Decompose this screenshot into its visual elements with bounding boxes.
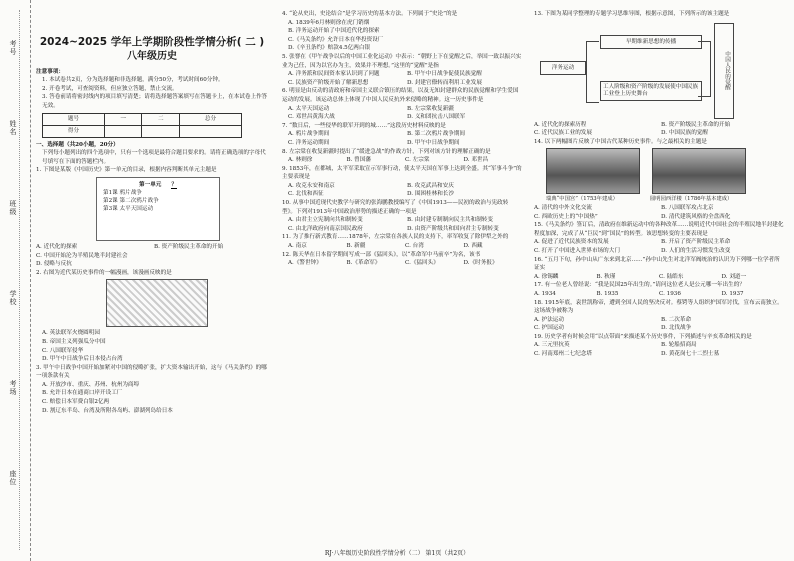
diagram-top-box: 早期维新思想的传播 — [600, 35, 702, 50]
binding-label: 姓名 — [9, 120, 17, 136]
option[interactable]: D. 义和团抗击八国联军 — [407, 114, 466, 121]
option[interactable]: C.《马关条约》允许日本在华投资设厂 — [288, 36, 384, 43]
option[interactable]: B. 轮船招商局 — [661, 342, 697, 349]
option[interactable]: C. 近代民族工业的发展 — [534, 130, 592, 137]
diagram-connector — [698, 41, 711, 97]
q9-options — [282, 182, 522, 199]
binding-label: 座位 — [9, 470, 17, 486]
question-8: 8. 左宗棠在收复新疆时提出了“缓进急战”的作战方针，下列对该方针的理解正确的是 — [282, 148, 491, 155]
option[interactable]: C. 左宗棠 — [405, 157, 430, 164]
question-14: 14. 以下两幅图片反映了中国古代某种历史事件。与之最相关的主题是 — [534, 138, 707, 145]
book-unit-title: ？ — [171, 181, 177, 188]
question-1: 1. 下图是某版《中国历史》第一单元的目录，根据内容判断其单元主题是 — [36, 167, 217, 174]
photo-caption: 瑞典“中国宫”（1753年建成） — [546, 196, 618, 203]
option[interactable]: A. 由君主立宪制向共和制转变 — [288, 217, 363, 224]
book-lesson: 第3课 太平天国运动 — [103, 205, 154, 212]
question-11: 11. 为了推行新式教育……1878年，左宗棠在各族人民的支持下，率军收复了除伊犁之外的 — [282, 234, 509, 241]
option[interactable]: B. 二次革命 — [661, 316, 692, 323]
swedish-palace-photo — [546, 148, 640, 194]
option[interactable]: C. 陆皓东 — [659, 273, 684, 280]
option[interactable]: D.《时务报》 — [463, 260, 498, 267]
option[interactable]: D. 西藏 — [463, 243, 483, 250]
option[interactable]: D. 清代建筑风格的全盘西化 — [661, 213, 731, 220]
section-intro: 下列每小题列出的四个选项中，只有一个选项是最符合题目要求的。请将正确选项的字母代号填写在下面的答题栏内。 — [42, 150, 266, 165]
binding-label: 班级 — [9, 200, 17, 216]
option[interactable]: B. 甲午中日战争促使民族觉醒 — [407, 71, 482, 78]
option[interactable]: A. 1839年6月林则徐在虎门销烟 — [288, 19, 370, 26]
section-heading: 一、选择题（共20小题，20分） — [36, 141, 119, 148]
option[interactable]: C. 护国运动 — [534, 325, 565, 332]
notes-heading: 注意事项： — [36, 68, 64, 75]
option[interactable]: A. 鸦片战争期间 — [288, 131, 330, 138]
option[interactable]: D. 中国民族的觉醒 — [661, 130, 708, 137]
question-4: 4. “论从史出，史论结合”是学习历史的基本方法。下列属于“史论”的是 — [282, 11, 458, 17]
diagram-left-box: 洋务运动 — [540, 61, 586, 76]
score-cell: 得分 — [43, 125, 105, 137]
option[interactable]: A. 太平天国运动 — [288, 105, 330, 112]
q16-options — [534, 273, 784, 282]
option[interactable]: A. 护法运动 — [534, 316, 564, 323]
score-cell: 题号 — [43, 113, 105, 125]
q13-options — [534, 121, 784, 138]
photo-captions — [546, 195, 784, 204]
option[interactable]: A. 促进了近代民族资本的发展 — [534, 239, 609, 246]
option[interactable]: B. 帝国主义列强瓜分中国 — [42, 338, 106, 345]
page-footer: RJ·八年级历史阶段性学情分析（二） 第1页（共2页） — [324, 550, 470, 557]
option[interactable]: A. 南京 — [288, 243, 307, 250]
option[interactable]: B.《革命军》 — [346, 260, 381, 267]
score-cell: 总分 — [180, 113, 242, 125]
q1-options — [36, 243, 268, 269]
q15-options — [534, 238, 784, 255]
score-cell: 二 — [142, 113, 180, 125]
option[interactable]: B. 开启了资产阶级民主革命 — [661, 239, 731, 246]
option[interactable]: C. 赔偿日本军费白银2亿两 — [42, 399, 110, 406]
q10-options — [282, 216, 522, 233]
question-19: 19. 历史学者有时候会用“以点带面”来描述某个历史事件，下列描述与辛亥革命相关的是 — [534, 333, 752, 340]
option[interactable]: C. 民族资产阶级开始了解新思想 — [288, 79, 369, 86]
option[interactable]: B. 允许日本在通商口岸开设工厂 — [42, 390, 123, 397]
q5-options — [282, 70, 522, 87]
option[interactable]: A. 近代化的探索历程 — [534, 121, 587, 128]
option[interactable]: B. 左宗棠收复新疆 — [407, 105, 454, 112]
yuanmingyuan-photo — [652, 148, 746, 194]
option[interactable]: A. 林则徐 — [288, 157, 313, 164]
option[interactable]: A.《警世钟》 — [288, 260, 322, 267]
score-cell[interactable] — [180, 125, 242, 137]
mind-map-diagram — [534, 21, 784, 119]
q7-options — [282, 130, 522, 147]
q18-options — [534, 316, 784, 333]
option[interactable]: D. 甲午中日战争后日本侵占台湾 — [42, 356, 123, 363]
q17-options — [534, 290, 784, 299]
question-12: 12. 陈天华在日本留学期间写成一部《猛回头》，以“革命军中马前卒”为名，该书 — [282, 251, 481, 258]
option[interactable]: B. 秋瑾 — [596, 273, 616, 280]
diagram-connector — [586, 41, 599, 103]
column-2 — [282, 10, 522, 268]
binding-label: 考号 — [9, 40, 17, 56]
column-1 — [36, 10, 268, 415]
question-2: 2. 右图为近代某历史事件的一幅漫画，该漫画反映的是 — [36, 269, 172, 276]
photo-caption: 圆明园西洋楼（1786年基本建成） — [650, 196, 733, 203]
score-cell: 一 — [104, 113, 142, 125]
note-item: 1. 本试卷共2页，分为选择题和非选择题，满分50分，考试时间60分钟。 — [42, 77, 224, 84]
question-6: 6. 明显是由反动的清政府和帝国主义联合镇压的结果，以及无知封建群众的民族觉醒和学生爱国运动的发展。该运动总体上体现了中国人民反抗外来侵略的精神。这一历史事件是 — [282, 88, 519, 103]
option[interactable]: A. 1934 — [534, 290, 556, 297]
exam-subtitle: 八年级历史 — [127, 51, 177, 62]
book-lesson: 第1课 鸦片战争 — [103, 189, 142, 196]
option[interactable]: D. 黄花岗七十二烈士墓 — [661, 351, 720, 358]
option[interactable]: D. 1937 — [721, 290, 744, 297]
option[interactable]: D. 刘道一 — [721, 273, 747, 280]
question-5: 5. 张謇在《甲午战争以后的中国工业化运动》中表示：“朝野上下在觉醒之后，举国一致以振兴实业为己任，因为以官办为主，效果并不理想。”这里的“觉醒”是指 — [282, 53, 522, 69]
option[interactable]: C. 八国联军侵华 — [42, 347, 84, 354]
option[interactable]: C. 中国开始沦为半殖民地半封建社会 — [36, 252, 128, 259]
option[interactable]: D. 侵略与反抗 — [36, 261, 72, 268]
q12-options — [282, 259, 522, 268]
option[interactable]: B. 曾国藩 — [346, 157, 371, 164]
diagram-right-box: 中国人民的觉醒 — [714, 23, 734, 119]
option[interactable]: B. 第二次鸦片战争期间 — [407, 131, 466, 138]
option[interactable]: D. 人们的生活习惯发生改变 — [661, 247, 731, 254]
option[interactable]: D. 北伐战争 — [661, 325, 692, 332]
option[interactable]: A. 徐锡麟 — [534, 273, 559, 280]
note-item: 3. 答卷前请将密封线内的项目填写清楚；请将选择题答案填写在答题卡上，在本试卷上作答无效。 — [42, 94, 268, 109]
exam-title: 2024~2025 学年上学期阶段性学情分析( 二 ) — [39, 36, 265, 48]
question-9: 9. 1853年，在都城，太平军采取宣示军事行动，使太平天国在军事上达到全盛。其“军事斗争”的主要表现是 — [282, 165, 522, 181]
score-cell[interactable] — [142, 125, 180, 137]
question-16: 16. “五月下旬，孙中山从广东来到北京……”孙中山先生对北洋军阀统治的认识为下列哪一位学者所证实 — [534, 256, 780, 272]
question-18: 18. 1915年底，袁世凯称帝，遭到全国人民的坚决反对。蔡锷等人组织护国军讨伐，宣布云南独立。这场战争被称为 — [534, 299, 783, 315]
option[interactable]: C. 西欧历史上的“中国热” — [534, 213, 598, 220]
column-3 — [534, 10, 784, 359]
question-13: 13. 下图为某同学整理的专题学习思维导图，根据示意图，下列所示的该主题是 — [534, 11, 730, 17]
option[interactable]: C. 由北洋政府向南京国民政府 — [288, 225, 363, 232]
option[interactable]: D. 围困桂林和长沙 — [407, 191, 454, 198]
option[interactable]: C. 洋务运动期间 — [288, 139, 330, 146]
option[interactable]: B. 八国联军攻占北京 — [661, 204, 714, 211]
option[interactable]: A. 开放沙市、重庆、苏州、杭州为商埠 — [42, 381, 140, 388]
q19-options — [534, 341, 784, 358]
option[interactable]: C. 河南郑州二七纪念塔 — [534, 351, 592, 358]
option[interactable]: D.《辛丑条约》赔款4.5亿两白银 — [288, 45, 371, 52]
q14-options — [534, 204, 784, 221]
binding-label: 学校 — [9, 290, 17, 306]
option[interactable]: D. 邓世昌 — [463, 157, 489, 164]
option[interactable]: B. 资产阶级民主革命的开始 — [154, 243, 224, 250]
cartoon-image — [106, 279, 208, 327]
option[interactable]: A. 英法联军火烧圆明园 — [42, 330, 100, 337]
book-contents-image — [96, 177, 220, 241]
option[interactable]: A. 近代化的探索 — [36, 243, 78, 250]
question-10: 10. 从事中国近现代史教学与研究的张海鹏教授编写了《中国1913——民初的政治与宪政转型》。下列对1913年中国政治形势的描述正确的一项是 — [282, 200, 509, 215]
option[interactable]: C. 邓世昌黄海大战 — [288, 114, 335, 121]
q11-options — [282, 242, 522, 251]
note-item: 2. 开卷考试，可查阅资料，但应独立答题，禁止交流。 — [42, 85, 178, 92]
option[interactable]: D. 甲午中日战争期间 — [407, 139, 460, 146]
option[interactable]: B. 新疆 — [346, 243, 366, 250]
q8-options — [282, 156, 522, 165]
binding-margin — [0, 0, 31, 561]
diagram-mid-box: 工人阶级和资产阶级的发展使中国民族工业登上历史舞台 — [600, 81, 702, 101]
question-17: 17. 有一位老人曾经说：“我是民国25年出生的。”请问这位老人是公元哪一年出生的？ — [534, 282, 745, 289]
option[interactable]: B. 攻克武昌和安庆 — [407, 182, 454, 189]
binding-label: 考场 — [9, 380, 17, 396]
q6-options — [282, 105, 522, 122]
option[interactable]: B. 由封建专制制向民主共和制转变 — [407, 217, 493, 224]
option[interactable]: C. 打开了中国进入世界市场的大门 — [534, 247, 620, 254]
option[interactable]: A. 清代的中外文化交流 — [534, 204, 592, 211]
score-cell[interactable] — [104, 125, 142, 137]
question-3: 3. 甲午中日战争中国开始加紧对中国的侵略扩张，扩大资本输出开始，这与《马关条约》的哪一项条款有关 — [36, 364, 267, 380]
option[interactable]: B. 资产阶级民主革命的开始 — [661, 121, 731, 128]
score-table — [42, 113, 242, 138]
question-15: 15.《马关条约》签订后，清政府在维新运动中的各种改革……说明近代中国社会的半殖民地半封建化程度加深，完成了从“巨民”到“国民”的转型。该思想转变的主要表现是 — [534, 222, 784, 237]
option[interactable]: C. 1936 — [659, 290, 681, 297]
option[interactable]: C.《猛回头》 — [405, 260, 439, 267]
book-lesson: 第2课 第二次鸦片战争 — [103, 197, 159, 204]
option[interactable]: B. 洋务运动开始了中国近代化的探索 — [288, 28, 380, 35]
option[interactable]: A. 攻克永安和南京 — [288, 182, 335, 189]
option[interactable]: D. 由资产阶级共和国向君主专制转变 — [407, 225, 499, 232]
photo-row — [546, 148, 784, 194]
question-7: 7. “数日后，一些侵华的联军开到的城……”这段历史材料反映的是 — [282, 122, 446, 129]
seal-line — [19, 10, 20, 550]
option[interactable]: C. 北伐和西征 — [288, 191, 324, 198]
option[interactable]: C. 台湾 — [405, 243, 424, 250]
option[interactable]: D. 封建官僚转而利用工业发展 — [407, 79, 482, 86]
option[interactable]: D. 割辽东半岛、台湾及所附各岛屿、澎湖列岛给日本 — [42, 407, 173, 414]
book-unit: 第一单元 — [139, 181, 162, 188]
option[interactable]: A. 洋务派和民间资本家认识到了问题 — [288, 71, 380, 78]
option[interactable]: A. 三元里抗英 — [534, 342, 570, 349]
option[interactable]: B. 1935 — [596, 290, 619, 297]
